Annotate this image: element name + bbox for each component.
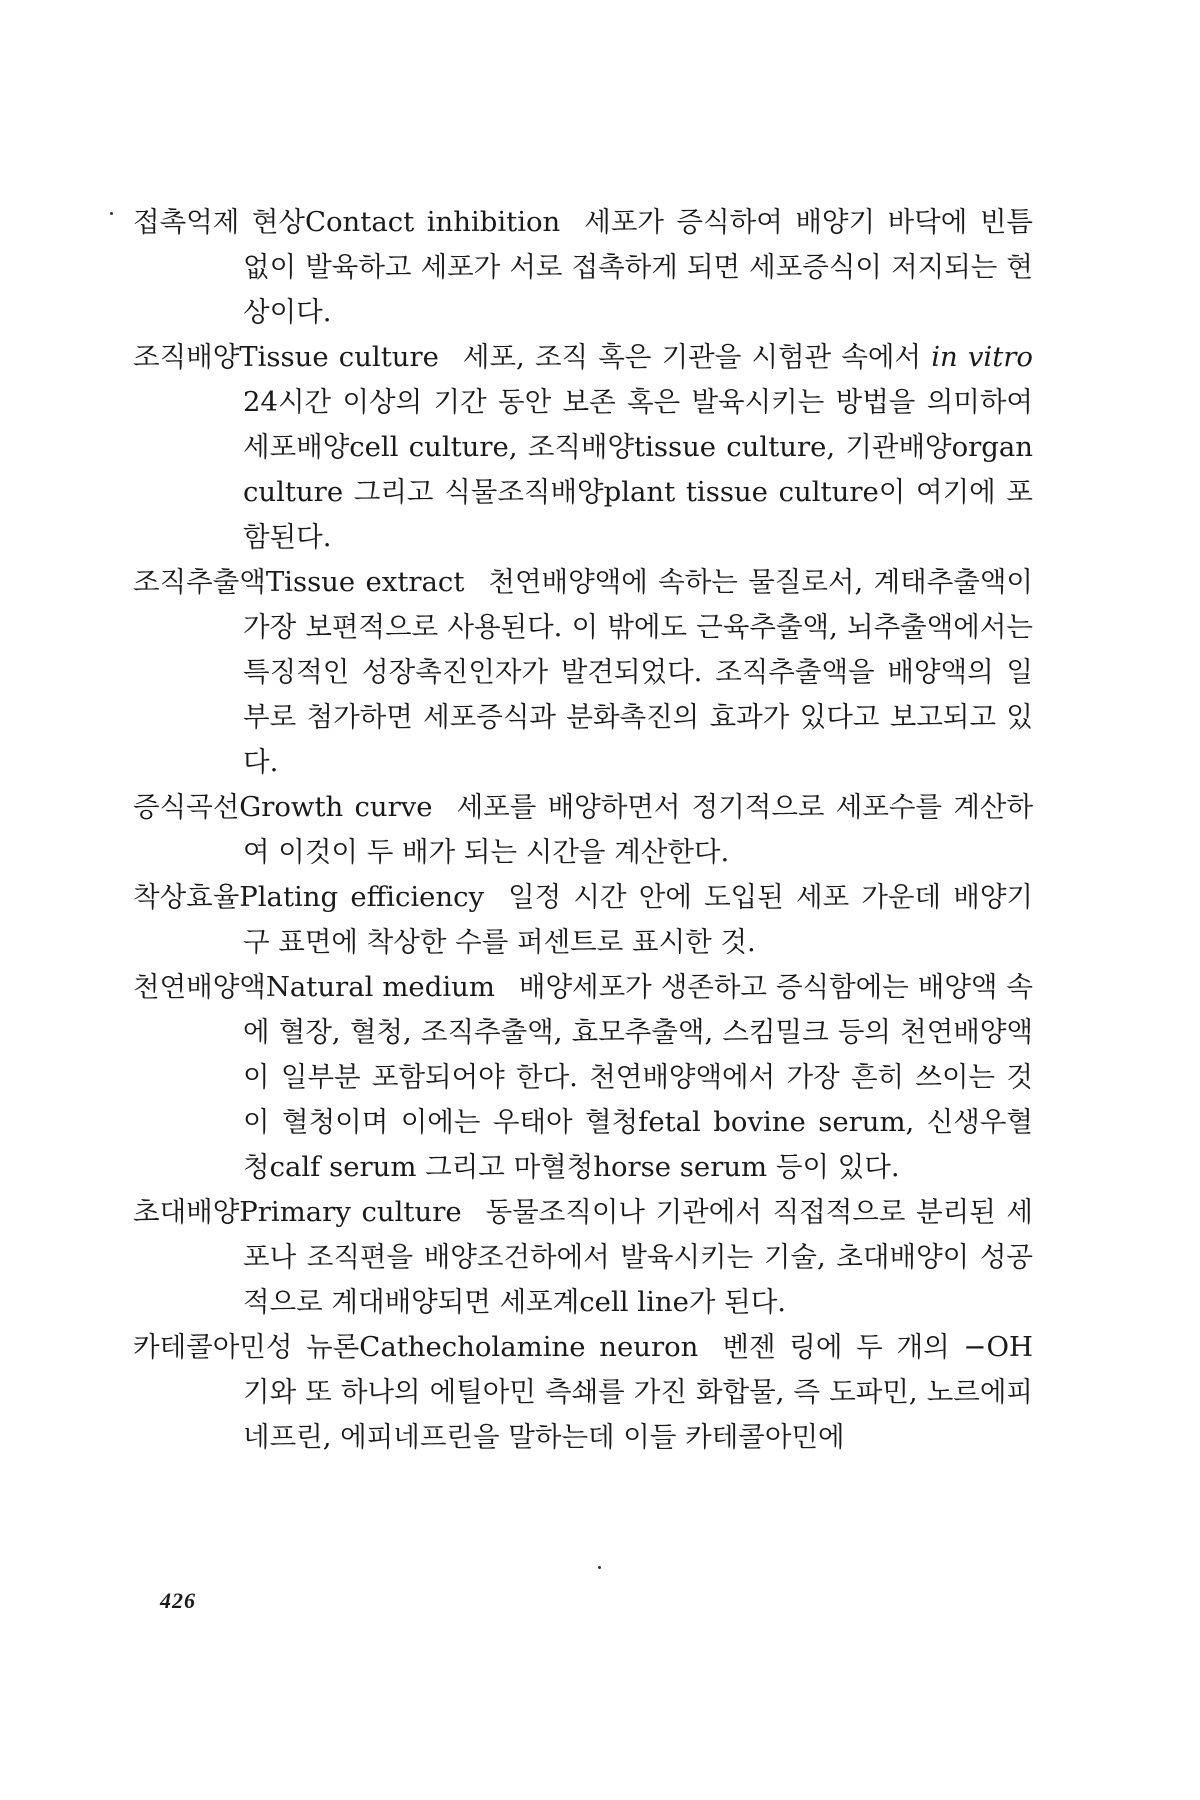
glossary-entry — [133, 785, 1033, 875]
glossary-entry — [133, 965, 1033, 1190]
entry-definition: 세포를 배양하면서 정기적으로 세포수를 계산하여 이것이 두 배가 되는 시간을 계산한다. — [243, 791, 1034, 868]
italic-term: in vitro — [931, 341, 1033, 373]
glossary-entry — [133, 560, 1033, 785]
glossary-entry — [133, 1325, 1033, 1460]
glossary-entry — [133, 200, 1033, 335]
entry-term: 착상효율Plating efficiency — [133, 881, 485, 913]
page-number: 426 — [160, 1588, 196, 1613]
glossary-entry — [133, 875, 1033, 965]
entry-term: 증식곡선Growth curve — [133, 791, 433, 823]
definition-text: 24시간 이상의 기간 동안 보존 혹은 발육시키는 방법을 의미하여 세포배양cell culture, 조직배양tissue culture, 기관배양organ culture 그리고 식물조직배양plant tissue culture이 여기에 포함된다. — [243, 386, 1033, 553]
entry-term: 조직추출액Tissue extract — [133, 566, 465, 598]
glossary-page — [133, 200, 1033, 1460]
scan-speck — [110, 212, 113, 215]
entry-term: 조직배양Tissue culture — [133, 341, 439, 373]
entry-definition: 동물조직이나 기관에서 직접적으로 분리된 세포나 조직편을 배양조건하에서 발육시키는 기술, 초대배양이 성공적으로 계대배양되면 세포계cell line가 된다. — [243, 1196, 1033, 1318]
scan-speck — [598, 1566, 601, 1569]
entry-term: 초대배양Primary culture — [133, 1196, 462, 1228]
entry-definition: 세포가 증식하여 배양기 바닥에 빈틈없이 발육하고 세포가 서로 접촉하게 되면 세포증식이 저지되는 현상이다. — [243, 206, 1033, 328]
entry-term: 천연배양액Natural medium — [133, 971, 495, 1003]
glossary-entry — [133, 335, 1033, 560]
glossary-entry — [133, 1190, 1033, 1325]
entry-definition: 벤젠 링에 두 개의 −OH 기와 또 하나의 에틸아민 측쇄를 가진 화합물, 즉 도파민, 노르에피네프린, 에피네프린을 말하는데 이들 카테콜아민에 — [243, 1331, 1033, 1453]
definition-text: 세포, 조직 혹은 기관을 시험관 속에서 — [462, 341, 932, 373]
entry-term: 접촉억제 현상Contact inhibition — [133, 206, 561, 238]
entry-definition: 천연배양액에 속하는 물질로서, 계태추출액이 가장 보편적으로 사용된다. 이 밖에도 근육추출액, 뇌추출액에서는 특징적인 성장촉진인자가 발견되었다. 조직추출액을 배양액의 일부로 첨가하면 세포증식과 분화촉진의 효과가 있다고 보고되고 있다. — [243, 566, 1033, 778]
entry-definition: 배양세포가 생존하고 증식함에는 배양액 속에 혈장, 혈청, 조직추출액, 효모추출액, 스킴밀크 등의 천연배양액이 일부분 포함되어야 한다. 천연배양액에서 가장 흔히 쓰이는 것이 혈청이며 이에는 우태아 혈청fetal bovine serum, 신생우혈청calf serum 그리고 마혈청horse serum 등이 있다. — [243, 971, 1033, 1183]
entry-definition: 일정 시간 안에 도입된 세포 가운데 배양기구 표면에 착상한 수를 퍼센트로 표시한 것. — [243, 881, 1033, 958]
entry-term: 카테콜아민성 뉴론Cathecholamine neuron — [133, 1331, 699, 1363]
